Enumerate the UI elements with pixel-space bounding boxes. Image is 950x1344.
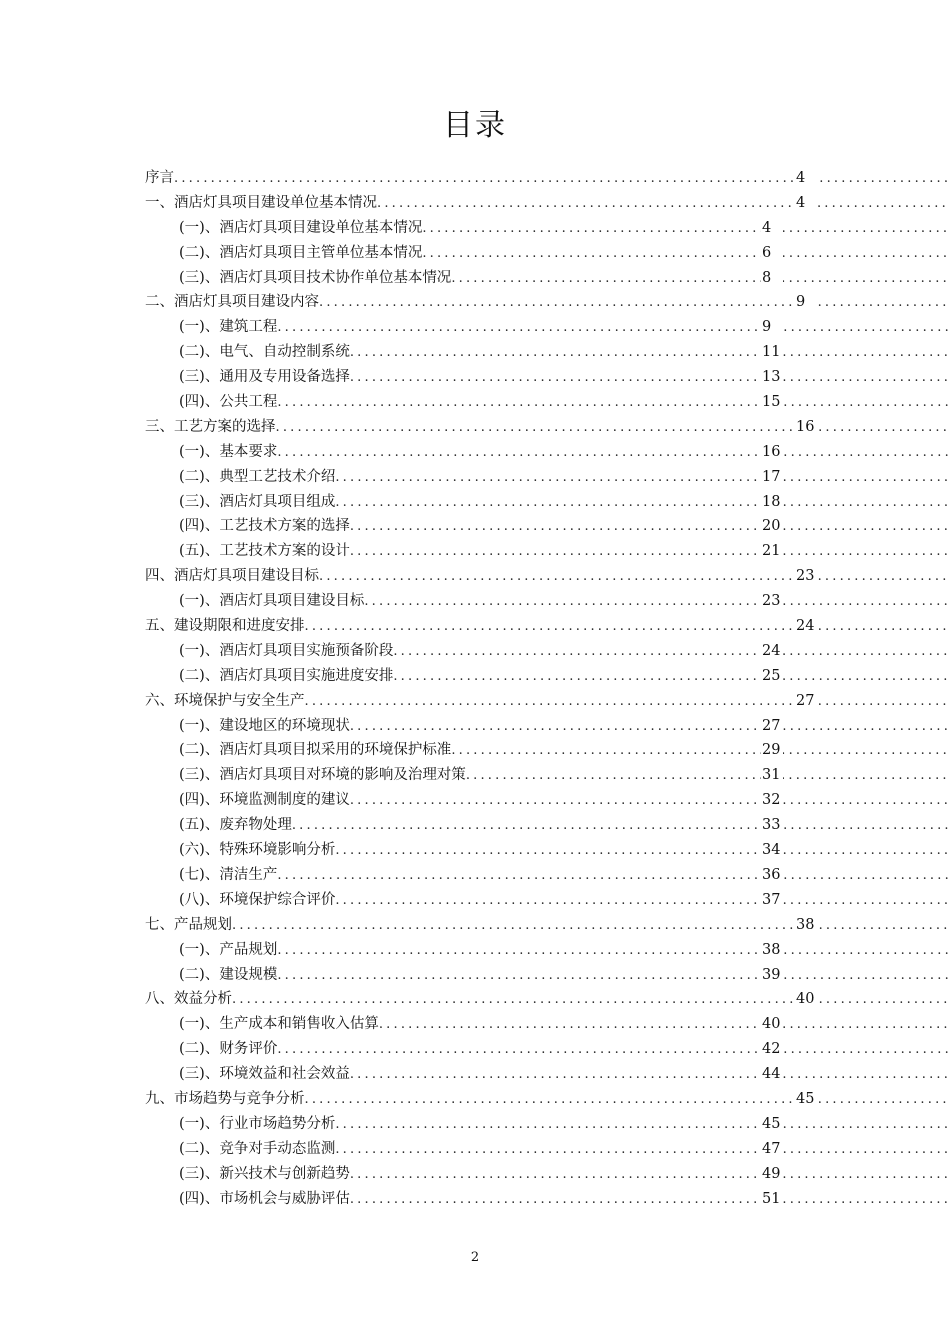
toc-dot-leader <box>277 441 950 465</box>
toc-entry-page: 31 <box>761 763 783 788</box>
toc-entry[interactable] <box>145 290 950 315</box>
toc-entry[interactable] <box>145 514 950 539</box>
toc-dot-leader <box>422 217 950 241</box>
toc-entry[interactable] <box>145 863 950 888</box>
toc-entry[interactable] <box>145 738 950 763</box>
toc-entry[interactable] <box>145 241 950 266</box>
toc-dot-leader <box>393 665 950 689</box>
toc-dot-leader <box>232 988 950 1012</box>
toc-dot-leader <box>277 1038 950 1062</box>
toc-dot-leader <box>335 466 950 490</box>
toc-entry-label: (二)、竞争对手动态监测 <box>179 1137 335 1162</box>
toc-entry-page: 37 <box>761 888 783 913</box>
toc-dot-leader <box>364 590 950 614</box>
toc-dot-leader <box>350 1063 950 1087</box>
toc-entry-label: (四)、环境监测制度的建议 <box>179 788 350 813</box>
toc-dot-leader <box>350 341 950 365</box>
toc-entry[interactable] <box>145 1112 950 1137</box>
toc-entry-page: 16 <box>761 440 783 465</box>
toc-dot-leader <box>277 391 950 415</box>
toc-entry-label: 序言 <box>145 166 174 191</box>
toc-entry-page: 9 <box>761 315 783 340</box>
toc-entry-label: (六)、特殊环境影响分析 <box>179 838 335 863</box>
toc-entry-page: 21 <box>761 539 783 564</box>
toc-entry-label: (一)、酒店灯具项目建设单位基本情况 <box>179 216 422 241</box>
toc-entry-label: (一)、行业市场趋势分析 <box>179 1112 335 1137</box>
toc-entry[interactable] <box>145 390 950 415</box>
toc-entry[interactable] <box>145 589 950 614</box>
toc-entry-label: (一)、建筑工程 <box>179 315 277 340</box>
toc-entry-page: 17 <box>761 465 783 490</box>
toc-entry[interactable] <box>145 191 950 216</box>
toc-entry-label: (八)、环境保护综合评价 <box>179 888 335 913</box>
toc-entry-page: 13 <box>761 365 783 390</box>
toc-entry[interactable] <box>145 465 950 490</box>
toc-dot-leader <box>335 491 950 515</box>
toc-dot-leader <box>451 267 950 291</box>
toc-dot-leader <box>466 764 950 788</box>
toc-entry-label: (一)、基本要求 <box>179 440 277 465</box>
toc-entry[interactable] <box>145 266 950 291</box>
toc-entry-label: 二、酒店灯具项目建设内容 <box>145 290 319 315</box>
toc-entry-page: 6 <box>761 241 783 266</box>
toc-entry-page: 44 <box>761 1062 783 1087</box>
page-title: 目录 <box>443 108 507 143</box>
toc-entry[interactable] <box>145 813 950 838</box>
toc-entry[interactable] <box>145 639 950 664</box>
toc-entry-page: 32 <box>761 788 783 813</box>
toc-dot-leader <box>335 1138 950 1162</box>
toc-entry-label: (一)、酒店灯具项目实施预备阶段 <box>179 639 393 664</box>
toc-entry[interactable] <box>145 166 950 191</box>
toc-dot-leader <box>350 1163 950 1187</box>
toc-entry-label: 九、市场趋势与竞争分析 <box>145 1087 305 1112</box>
toc-entry-label: 八、效益分析 <box>145 987 232 1012</box>
toc-entry[interactable] <box>145 564 950 589</box>
toc-entry[interactable] <box>145 714 950 739</box>
toc-dot-leader <box>277 316 950 340</box>
toc-entry-page: 38 <box>761 938 783 963</box>
toc-entry-page: 36 <box>761 863 783 888</box>
toc-entry-label: (三)、通用及专用设备选择 <box>179 365 350 390</box>
toc-entry[interactable] <box>145 938 950 963</box>
toc-dot-leader <box>350 789 950 813</box>
toc-entry-page: 11 <box>761 340 783 365</box>
toc-entry-label: (二)、典型工艺技术介绍 <box>179 465 335 490</box>
toc-entry-label: (五)、工艺技术方案的设计 <box>179 539 350 564</box>
toc-entry[interactable] <box>145 1012 950 1037</box>
toc-entry-label: (一)、酒店灯具项目建设目标 <box>179 589 364 614</box>
toc-entry-page: 9 <box>795 290 817 315</box>
toc-entry[interactable] <box>145 1187 950 1212</box>
toc-entry-label: (四)、工艺技术方案的选择 <box>179 514 350 539</box>
toc-entry-label: (五)、废弃物处理 <box>179 813 292 838</box>
toc-entry-page: 4 <box>795 166 817 191</box>
table-of-contents <box>145 166 950 1211</box>
toc-entry-page: 34 <box>761 838 783 863</box>
toc-entry-page: 4 <box>761 216 783 241</box>
toc-dot-leader <box>350 1188 950 1212</box>
toc-entry[interactable] <box>145 1162 950 1187</box>
toc-dot-leader <box>174 167 950 191</box>
toc-entry-label: 六、环境保护与安全生产 <box>145 689 305 714</box>
toc-dot-leader <box>277 939 950 963</box>
toc-entry[interactable] <box>145 340 950 365</box>
toc-entry[interactable] <box>145 614 950 639</box>
toc-entry[interactable] <box>145 315 950 340</box>
toc-dot-leader <box>335 889 950 913</box>
toc-entry[interactable] <box>145 763 950 788</box>
toc-dot-leader <box>451 739 950 763</box>
toc-dot-leader <box>379 1013 950 1037</box>
toc-entry-page: 23 <box>795 564 817 589</box>
toc-dot-leader <box>350 515 950 539</box>
toc-entry-page: 27 <box>761 714 783 739</box>
toc-entry-label: (二)、电气、自动控制系统 <box>179 340 350 365</box>
toc-entry[interactable] <box>145 913 950 938</box>
toc-entry-label: 五、建设期限和进度安排 <box>145 614 305 639</box>
toc-entry-label: (二)、财务评价 <box>179 1037 277 1062</box>
toc-entry-label: (一)、产品规划 <box>179 938 277 963</box>
toc-entry-page: 45 <box>761 1112 783 1137</box>
toc-entry-page: 16 <box>795 415 817 440</box>
toc-entry[interactable] <box>145 963 950 988</box>
toc-entry-page: 42 <box>761 1037 783 1062</box>
toc-entry[interactable] <box>145 987 950 1012</box>
toc-dot-leader <box>335 1113 950 1137</box>
toc-entry[interactable] <box>145 788 950 813</box>
toc-dot-leader <box>319 565 950 589</box>
toc-entry-label: (三)、酒店灯具项目技术协作单位基本情况 <box>179 266 451 291</box>
toc-entry[interactable] <box>145 415 950 440</box>
toc-dot-leader <box>319 291 950 315</box>
toc-dot-leader <box>232 914 950 938</box>
toc-entry-label: (一)、生产成本和销售收入估算 <box>179 1012 379 1037</box>
toc-entry-label: 一、酒店灯具项目建设单位基本情况 <box>145 191 377 216</box>
toc-entry-page: 40 <box>795 987 817 1012</box>
toc-entry-label: (二)、建设规模 <box>179 963 277 988</box>
toc-entry-page: 18 <box>761 490 783 515</box>
toc-entry-label: (一)、建设地区的环境现状 <box>179 714 350 739</box>
toc-dot-leader <box>276 416 950 440</box>
toc-entry-label: (七)、清洁生产 <box>179 863 277 888</box>
toc-entry-page: 4 <box>795 191 817 216</box>
toc-dot-leader <box>335 839 950 863</box>
toc-entry-page: 38 <box>795 913 817 938</box>
toc-entry-page: 45 <box>795 1087 817 1112</box>
toc-dot-leader <box>277 864 950 888</box>
toc-entry[interactable] <box>145 1137 950 1162</box>
toc-dot-leader <box>350 540 950 564</box>
toc-entry-page: 24 <box>761 639 783 664</box>
toc-entry-page: 15 <box>761 390 783 415</box>
toc-entry-page: 20 <box>761 514 783 539</box>
toc-entry-page: 47 <box>761 1137 783 1162</box>
toc-entry-label: (二)、酒店灯具项目拟采用的环境保护标准 <box>179 738 451 763</box>
toc-entry[interactable] <box>145 838 950 863</box>
toc-entry-label: (三)、酒店灯具项目对环境的影响及治理对策 <box>179 763 466 788</box>
toc-dot-leader <box>350 366 950 390</box>
toc-entry[interactable] <box>145 1062 950 1087</box>
toc-entry[interactable] <box>145 689 950 714</box>
toc-entry-label: (二)、酒店灯具项目实施进度安排 <box>179 664 393 689</box>
toc-entry-label: (四)、市场机会与威胁评估 <box>179 1187 350 1212</box>
toc-entry[interactable] <box>145 1037 950 1062</box>
toc-entry[interactable] <box>145 888 950 913</box>
page-number: 2 <box>470 1250 480 1265</box>
toc-entry[interactable] <box>145 490 950 515</box>
toc-entry[interactable] <box>145 440 950 465</box>
toc-dot-leader <box>277 964 950 988</box>
toc-entry-label: 七、产品规划 <box>145 913 232 938</box>
toc-entry-label: (二)、酒店灯具项目主管单位基本情况 <box>179 241 422 266</box>
toc-dot-leader <box>350 715 950 739</box>
toc-entry-page: 23 <box>761 589 783 614</box>
toc-entry-page: 39 <box>761 963 783 988</box>
toc-entry-page: 25 <box>761 664 783 689</box>
toc-entry-label: 三、工艺方案的选择 <box>145 415 276 440</box>
toc-entry[interactable] <box>145 365 950 390</box>
toc-entry[interactable] <box>145 1087 950 1112</box>
toc-entry-label: (三)、酒店灯具项目组成 <box>179 490 335 515</box>
toc-entry[interactable] <box>145 216 950 241</box>
toc-dot-leader <box>292 814 950 838</box>
toc-dot-leader <box>422 242 950 266</box>
toc-dot-leader <box>393 640 950 664</box>
toc-entry[interactable] <box>145 664 950 689</box>
toc-entry-page: 33 <box>761 813 783 838</box>
toc-entry-page: 24 <box>795 614 817 639</box>
toc-dot-leader <box>305 1088 950 1112</box>
toc-entry-page: 27 <box>795 689 817 714</box>
toc-entry-page: 29 <box>761 738 783 763</box>
toc-entry-label: 四、酒店灯具项目建设目标 <box>145 564 319 589</box>
toc-dot-leader <box>305 615 950 639</box>
toc-entry-page: 49 <box>761 1162 783 1187</box>
toc-entry-page: 51 <box>761 1187 783 1212</box>
toc-dot-leader <box>305 690 950 714</box>
toc-entry-label: (四)、公共工程 <box>179 390 277 415</box>
toc-entry-label: (三)、环境效益和社会效益 <box>179 1062 350 1087</box>
toc-entry-page: 8 <box>761 266 783 291</box>
toc-entry-label: (三)、新兴技术与创新趋势 <box>179 1162 350 1187</box>
toc-dot-leader <box>377 192 950 216</box>
toc-entry-page: 40 <box>761 1012 783 1037</box>
toc-entry[interactable] <box>145 539 950 564</box>
